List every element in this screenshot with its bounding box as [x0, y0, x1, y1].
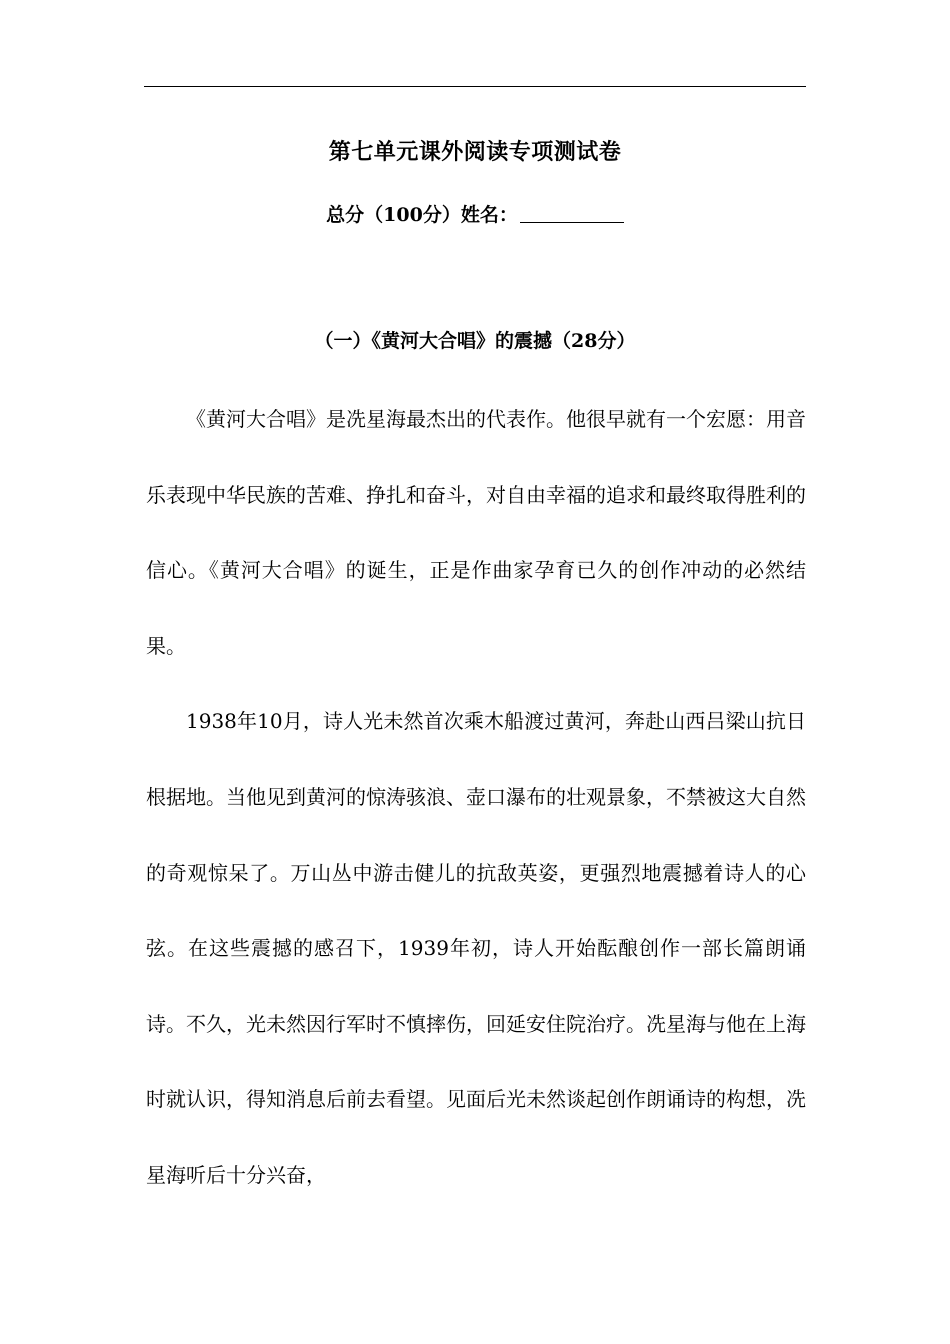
header-rule: [144, 86, 806, 87]
passage-paragraph: 《黄河大合唱》是冼星海最杰出的代表作。他很早就有一个宏愿：用音乐表现中华民族的苦难、挣扎和奋斗，对自由幸福的追求和最终取得胜利的信心。《黄河大合唱》的诞生，正是作曲家孕育已久的创作冲动的必然结果。: [146, 407, 806, 658]
section-heading: （一）《黄河大合唱》的震撼（28分）: [314, 330, 636, 352]
passage-paragraph: 1938年10月，诗人光未然首次乘木船渡过黄河，奔赴山西吕梁山抗日根据地。当他见到黄河的惊涛骇浪、壶口瀑布的壮观景象，不禁被这大自然的奇观惊呆了。万山丛中游击健儿的抗敌英姿，更强烈地震撼着诗人的心弦。在这些震撼的感召下，1939年初，诗人开始酝酿创作一部长篇朗诵诗。不久，光未然因行军时不慎摔伤，回延安住院治疗。冼星海与他在上海时就认识，得知消息后前去看望。见面后光未然谈起创作朗诵诗的构想，冼星海听后十分兴奋，: [146, 709, 806, 1187]
score-name-line: [0, 198, 950, 232]
name-blank-line: [520, 202, 624, 223]
page-title: 第七单元课外阅读专项测试卷: [328, 139, 622, 165]
reading-passage: [146, 382, 806, 1214]
score-name-label: 总分（100分）姓名：: [326, 204, 518, 226]
